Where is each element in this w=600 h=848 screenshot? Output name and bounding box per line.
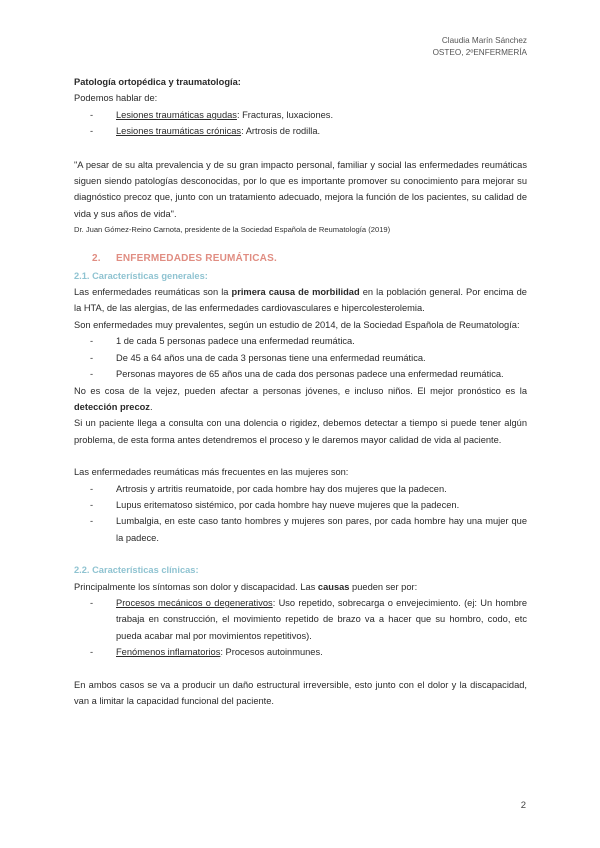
- subsection-heading-2-1: 2.1. Características generales:: [74, 270, 208, 281]
- patologia-list: [74, 107, 527, 140]
- list-item: - De 45 a 64 años una de cada 3 personas tiene una enfermedad reumática.: [116, 350, 527, 366]
- quote-author: Dr. Juan Gómez-Reino Carnota, presidente de la Sociedad Española de Reumatología (2019): [74, 225, 391, 235]
- patologia-title: Patología ortopédica y traumatología:: [74, 77, 241, 87]
- header-author: Claudia Marín Sánchez: [441, 36, 527, 45]
- paragraph: En ambos casos se va a producir un daño estructural irreversible, esto junto con el dolor y la discapacidad, van a limitar la capacidad funcional del paciente.: [74, 679, 527, 706]
- list-item: - Personas mayores de 65 años una de cada dos personas padece una enfermedad reumática.: [116, 366, 527, 382]
- list-item: - 1 de cada 5 personas padece una enfermedad reumática.: [116, 333, 527, 349]
- list-item: - Lumbalgia, en este caso tanto hombres y mujeres son pares, por cada hombre hay una mujer que la padece.: [116, 513, 527, 546]
- list-item-term: Fenómenos inflamatorios: [116, 647, 221, 658]
- paragraph: Las enfermedades reumáticas son la primera causa de morbilidad en la población general. Por encima de la HTA, de las alergias, de las enfermedades cardiovasculares e hipercolesterolemia.: [74, 287, 527, 314]
- list-item-term: Lesiones traumáticas agudas: [116, 109, 237, 120]
- paragraph: No es cosa de la vejez, pueden afectar a personas jóvenes, e incluso niños. El mejor pronóstico es la detección precoz.: [74, 385, 527, 412]
- subsection-heading-2-2: 2.2. Características clínicas:: [74, 565, 199, 576]
- paragraph: Son enfermedades muy prevalentes, según un estudio de 2014, de la Sociedad Española de Reumatología:: [74, 319, 520, 330]
- header-course: OSTEO, 2ºENFERMERÍA: [432, 48, 527, 57]
- women-list: [74, 481, 527, 547]
- section-heading: 2. ENFERMEDADES REUMÁTICAS.: [92, 253, 277, 265]
- paragraph: Principalmente los síntomas son dolor y discapacidad. Las causas pueden ser por:: [74, 581, 418, 592]
- list-item-term: Lesiones traumáticas crónicas: [116, 126, 242, 137]
- paragraph: Las enfermedades reumáticas más frecuentes en las mujeres son:: [74, 467, 349, 478]
- page-number: 2: [520, 800, 526, 811]
- stats-list: [74, 333, 527, 382]
- list-item-term: Procesos mecánicos o degenerativos: [116, 597, 273, 608]
- causes-list: [74, 595, 527, 661]
- list-item: - Procesos mecánicos o degenerativos: Uso repetido, sobrecarga o envejecimiento. (ej: Un hombre trabaja en construcción, el movimiento repetido de brazo va a hacer que su hombro, codo, etc pueda acabar mal por movimientos repetitivos).: [116, 595, 527, 644]
- list-item: - Lupus eritematoso sistémico, por cada hombre hay nueve mujeres que la padecen.: [116, 497, 527, 513]
- document-body: [74, 74, 527, 709]
- patologia-intro: Podemos hablar de:: [74, 93, 158, 104]
- list-item: - Lesiones traumáticas agudas: Fracturas, luxaciones.: [116, 107, 527, 123]
- paragraph: Si un paciente llega a consulta con una dolencia o rigidez, debemos detectar a tiempo si puede tener algún problema, de esta forma antes detendremos el proceso y le daremos mayor calidad de vida al paciente.: [74, 418, 527, 445]
- list-item: - Artrosis y artritis reumatoide, por cada hombre hay dos mujeres que la padecen.: [116, 481, 527, 497]
- list-item: - Lesiones traumáticas crónicas: Artrosis de rodilla.: [116, 123, 527, 139]
- list-item: - Fenómenos inflamatorios: Procesos autoinmunes.: [116, 644, 527, 660]
- page-header: [433, 35, 527, 59]
- quote-text: "A pesar de su alta prevalencia y de su gran impacto personal, familiar y social las enfermedades reumáticas siguen siendo patologías desconocidas, por lo que es importante promover su conocimiento para mejorar su diagnóstico precoz que, junto con un tratamiento adecuado, mejora la función de los pacientes, su calidad de vida y sus años de vida".: [74, 159, 527, 219]
